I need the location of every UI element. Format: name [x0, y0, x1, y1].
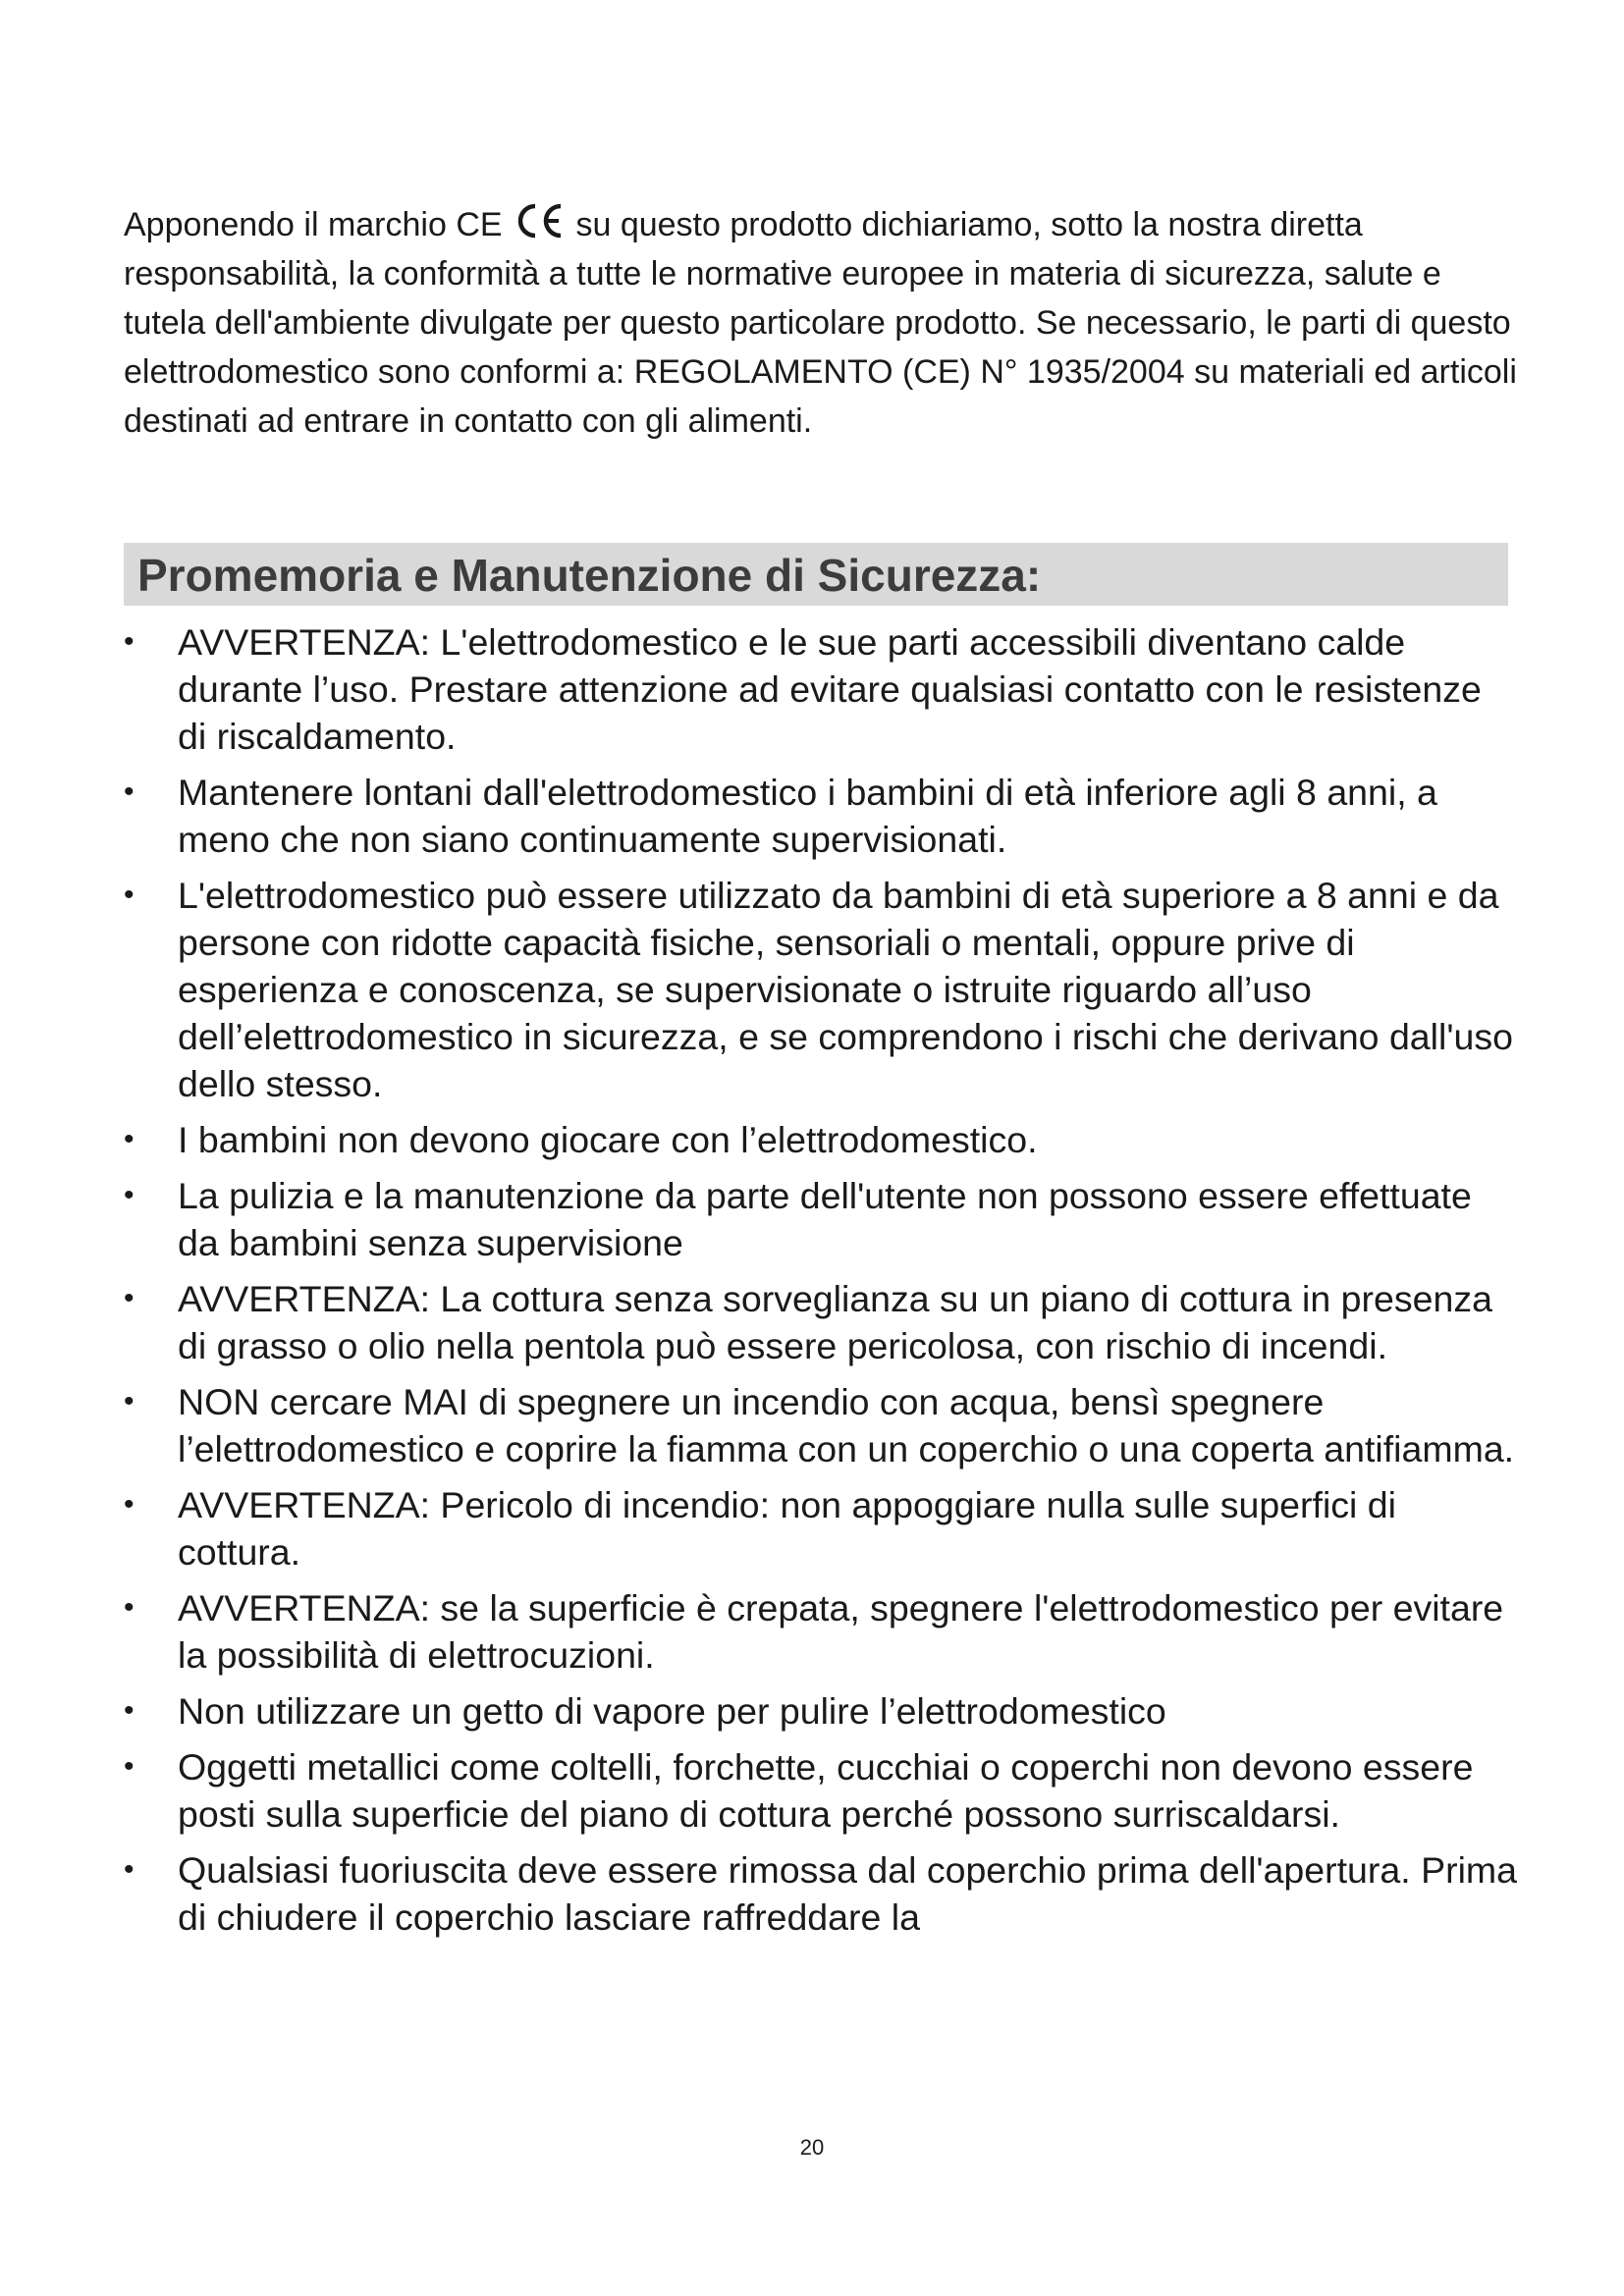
bullet-icon: • — [124, 1385, 135, 1417]
list-item — [124, 1846, 1518, 1941]
list-item-text: Non utilizzare un getto di vapore per pulire l’elettrodomestico — [178, 1690, 1166, 1732]
list-item-text: Qualsiasi fuoriuscita deve essere rimossa dal coperchio prima dell'apertura. Prima di chiudere il coperchio lasciare raffreddare la — [178, 1849, 1518, 1938]
bullet-icon: • — [124, 1591, 135, 1624]
list-item-text: AVVERTENZA: La cottura senza sorveglianza su un piano di cottura in presenza di grasso o olio nella pentola può essere pericolosa, con rischio di incendi. — [178, 1278, 1492, 1366]
bullet-icon: • — [124, 1179, 135, 1211]
section-heading-bar — [124, 543, 1508, 606]
list-item — [124, 618, 1518, 760]
list-item-text: Oggetti metallici come coltelli, forchette, cucchiai o coperchi non devono essere posti sulla superficie del piano di cottura perché possono surriscaldarsi. — [178, 1746, 1474, 1835]
list-item-text: Mantenere lontani dall'elettrodomestico i bambini di età inferiore agli 8 anni, a meno che non siano continuamente supervisionati. — [178, 772, 1437, 860]
intro-text-before-mark: Apponendo il marchio CE — [124, 206, 513, 243]
bullet-icon: • — [124, 775, 135, 808]
list-item-text: L'elettrodomestico può essere utilizzato da bambini di età superiore a 8 anni e da persone con ridotte capacità fisiche, sensoriali o mentali, oppure prive di esperienza e conoscenza, se supervisionate o istruite riguardo all’uso dell’elettrodomestico in sicurezza, e se comprendono i rischi che derivano dall'uso dello stesso. — [178, 875, 1513, 1104]
bullet-icon: • — [124, 879, 135, 911]
list-item-text: AVVERTENZA: se la superficie è crepata, spegnere l'elettrodomestico per evitare la possibilità di elettrocuzioni. — [178, 1587, 1504, 1676]
list-item — [124, 1116, 1518, 1163]
list-item — [124, 1378, 1518, 1472]
list-item — [124, 1584, 1518, 1679]
list-item-text: I bambini non devono giocare con l’elettrodomestico. — [178, 1119, 1038, 1160]
list-item — [124, 1687, 1518, 1735]
list-item — [124, 1743, 1518, 1838]
list-item — [124, 872, 1518, 1107]
list-item-text: AVVERTENZA: L'elettrodomestico e le sue parti accessibili diventano calde durante l’uso. Prestare attenzione ad evitare qualsiasi contatto con le resistenze di riscaldamento. — [178, 621, 1482, 757]
intro-text-after-mark: su questo prodotto dichiariamo, sotto la nostra diretta responsabilità, la conformità a tutte le normative europee in materia di sicurezza, salute e tutela dell'ambiente divulgate per questo particolare prodotto. Se necessario, le parti di questo elettrodomestico sono conformi a: REGOLAMENTO (CE) N° 1935/2004 su materiali ed articoli destinati ad entrare in contatto con gli alimenti. — [124, 206, 1517, 440]
list-item-text: La pulizia e la manutenzione da parte dell'utente non possono essere effettuate da bambini senza supervisione — [178, 1175, 1472, 1263]
bullet-icon: • — [124, 625, 135, 658]
ce-mark-icon — [515, 202, 567, 240]
list-item — [124, 1275, 1518, 1369]
list-item — [124, 1481, 1518, 1575]
bullet-icon: • — [124, 1694, 135, 1727]
page-number: 20 — [799, 2135, 825, 2160]
section-title: Promemoria e Manutenzione di Sicurezza: — [137, 550, 1042, 601]
bullet-icon: • — [124, 1488, 135, 1521]
list-item-text: AVVERTENZA: Pericolo di incendio: non appoggiare nulla sulle superfici di cottura. — [178, 1484, 1396, 1573]
list-item — [124, 1172, 1518, 1266]
bullet-icon: • — [124, 1282, 135, 1314]
safety-list — [124, 618, 1518, 1949]
bullet-icon: • — [124, 1123, 135, 1155]
bullet-icon: • — [124, 1750, 135, 1783]
list-item-text: NON cercare MAI di spegnere un incendio con acqua, bensì spegnere l’elettrodomestico e coprire la fiamma con un coperchio o una coperta antifiamma. — [178, 1381, 1515, 1469]
list-item — [124, 769, 1518, 863]
intro-paragraph — [124, 200, 1528, 446]
bullet-icon: • — [124, 1853, 135, 1886]
